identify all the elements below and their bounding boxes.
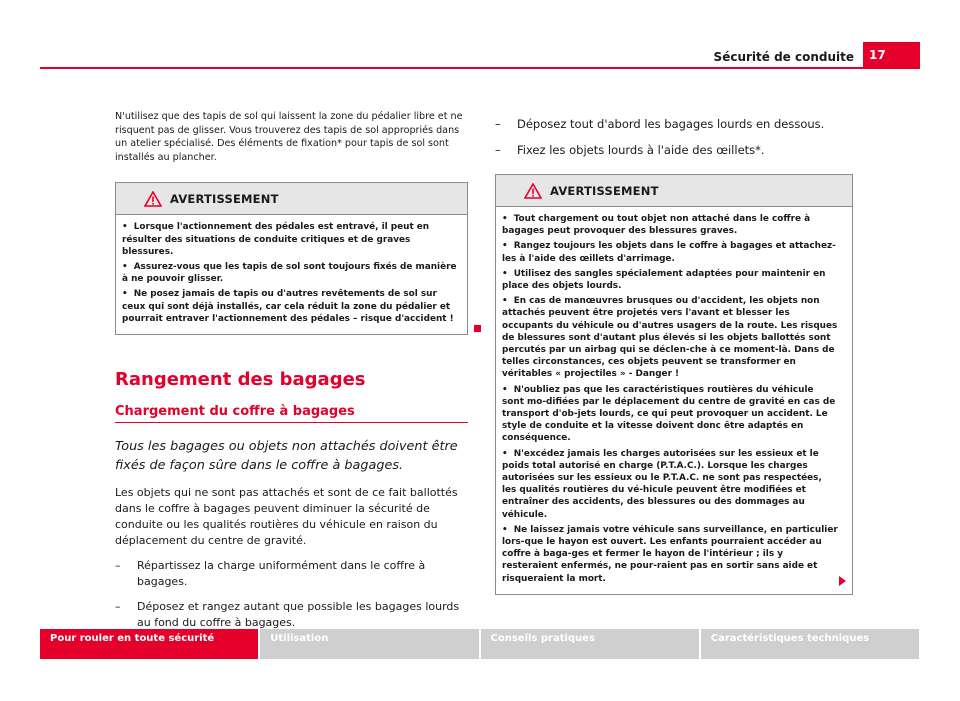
- intro-paragraph: N'utilisez que des tapis de sol qui laissent la zone du pédalier libre et ne risquent pas de glisser. Vous trouverez des tapis de sol appropriés dans un atelier spécialisé. Des éléments de fixation* pour tapis de sol sont installés au plancher.: [115, 111, 463, 163]
- continue-arrow-icon: [839, 576, 846, 586]
- warning-item: • Rangez toujours les objets dans le coffre à bagages et attachez-les à l'aide des œillets d'arrimage.: [502, 241, 836, 264]
- warning-header: [496, 175, 852, 207]
- dash-list-item: – Déposez et rangez autant que possible les bagages lourds au fond du coffre à bagages.: [115, 600, 460, 629]
- warning-item: • Lorsque l'actionnement des pédales est entravé, il peut en résulter des situations de conduite critiques et de graves blessures.: [122, 222, 430, 257]
- warning-header: [116, 183, 467, 215]
- lead-paragraph: Tous les bagages ou objets non attachés doivent être fixés de façon sûre dans le coffre à bagages.: [115, 439, 458, 473]
- warning-item: • N'excédez jamais les charges autorisées sur les essieux et le poids total autorisé en charge (P.T.A.C.). Lorsque les charges autorisées sur les essieux ou le P.T.A.C. ne sont pas respectées, les qualités routières du vé-hicule peuvent être modifiées et entraîner des accidents, des blessures ou des dommages au véhicule.: [502, 448, 822, 520]
- right-column: [495, 112, 853, 595]
- warning-body: [496, 207, 852, 594]
- warning-label: AVERTISSEMENT: [170, 191, 279, 206]
- warning-item: • Ne posez jamais de tapis ou d'autres revêtements de sol sur ceux qui sont déjà installés, car cela réduit la zone du pédalier et pourrait entraver l'actionnement des pédales – risque d'accident !: [122, 289, 454, 324]
- footer-tab-usage[interactable]: Utilisation: [260, 629, 478, 659]
- warning-triangle-icon: [524, 183, 542, 199]
- footer-nav: [40, 629, 919, 659]
- sub-title: Chargement du coffre à bagages: [115, 404, 468, 423]
- warning-box-luggage: [495, 174, 853, 595]
- warning-item: • Assurez-vous que les tapis de sol sont toujours fixés de manière à ne pouvoir glisser.: [122, 261, 457, 285]
- warning-triangle-icon: [144, 191, 162, 207]
- footer-tab-practical-tips[interactable]: Conseils pratiques: [481, 629, 699, 659]
- warning-item: • Utilisez des sangles spécialement adaptées pour maintenir en place des objets lourds.: [502, 268, 826, 292]
- running-header-title: Sécurité de conduite: [713, 50, 854, 64]
- warning-label: AVERTISSEMENT: [550, 183, 659, 198]
- warning-item: • Tout chargement ou tout objet non attaché dans le coffre à bagages peut provoquer des blessures graves.: [502, 214, 811, 237]
- body-paragraph: Les objets qui ne sont pas attachés et sont de ce fait ballottés dans le coffre à bagages peuvent diminuer la sécurité de conduite ou les qualités routières du véhicule en raison du déplacement du centre de gravité.: [115, 486, 458, 547]
- dash-list-item: – Répartissez la charge uniformément dans le coffre à bagages.: [115, 559, 426, 588]
- warning-box-floor-mats: [115, 182, 468, 335]
- header-rule: [40, 67, 920, 69]
- dash-list-item: – Déposez tout d'abord les bagages lourds en dessous.: [495, 117, 825, 131]
- footer-tab-technical-specs[interactable]: Caractéristiques techniques: [701, 629, 919, 659]
- footer-tab-safety[interactable]: Pour rouler en toute sécurité: [40, 629, 258, 659]
- warning-item: • En cas de manœuvres brusques ou d'accident, les objets non attachés peuvent être projetés vers l'avant et blesser les occupants du véhicule ou d'autres usagers de la route. Les risques de blessures sont d'autant plus élevés si les objets ballottés sont percutés par un airbag qui se déclen-che à ce moment-là. Dans de telles circonstances, ces objets peuvent se transformer en véritables « projectiles » - Danger !: [502, 296, 838, 380]
- warning-body: [116, 215, 467, 334]
- warning-item: • Ne laissez jamais votre véhicule sans surveillance, en particulier lors-que le hayon est ouvert. Les enfants pourraient accéder au coffre à baga-ges et fermer le hayon de l'intérieur ; ils y resteraient enfermés, ne pour-raient pas en sortir sans aide et risqueraient la mort.: [502, 524, 838, 584]
- section-title: Rangement des bagages: [115, 369, 366, 390]
- section-end-mark: [474, 325, 481, 332]
- dash-list-item: – Fixez les objets lourds à l'aide des œillets*.: [495, 143, 765, 157]
- warning-item: • N'oubliez pas que les caractéristiques routières du véhicule sont mo-difiées par le déplacement du centre de gravité en cas de transport d'ob-jets lourds, ce qui peut provoquer un accident. Le style de conduite et la vitesse doivent donc être adaptés en conséquence.: [502, 384, 836, 444]
- left-column: [115, 110, 468, 631]
- page-number: 17: [863, 42, 920, 68]
